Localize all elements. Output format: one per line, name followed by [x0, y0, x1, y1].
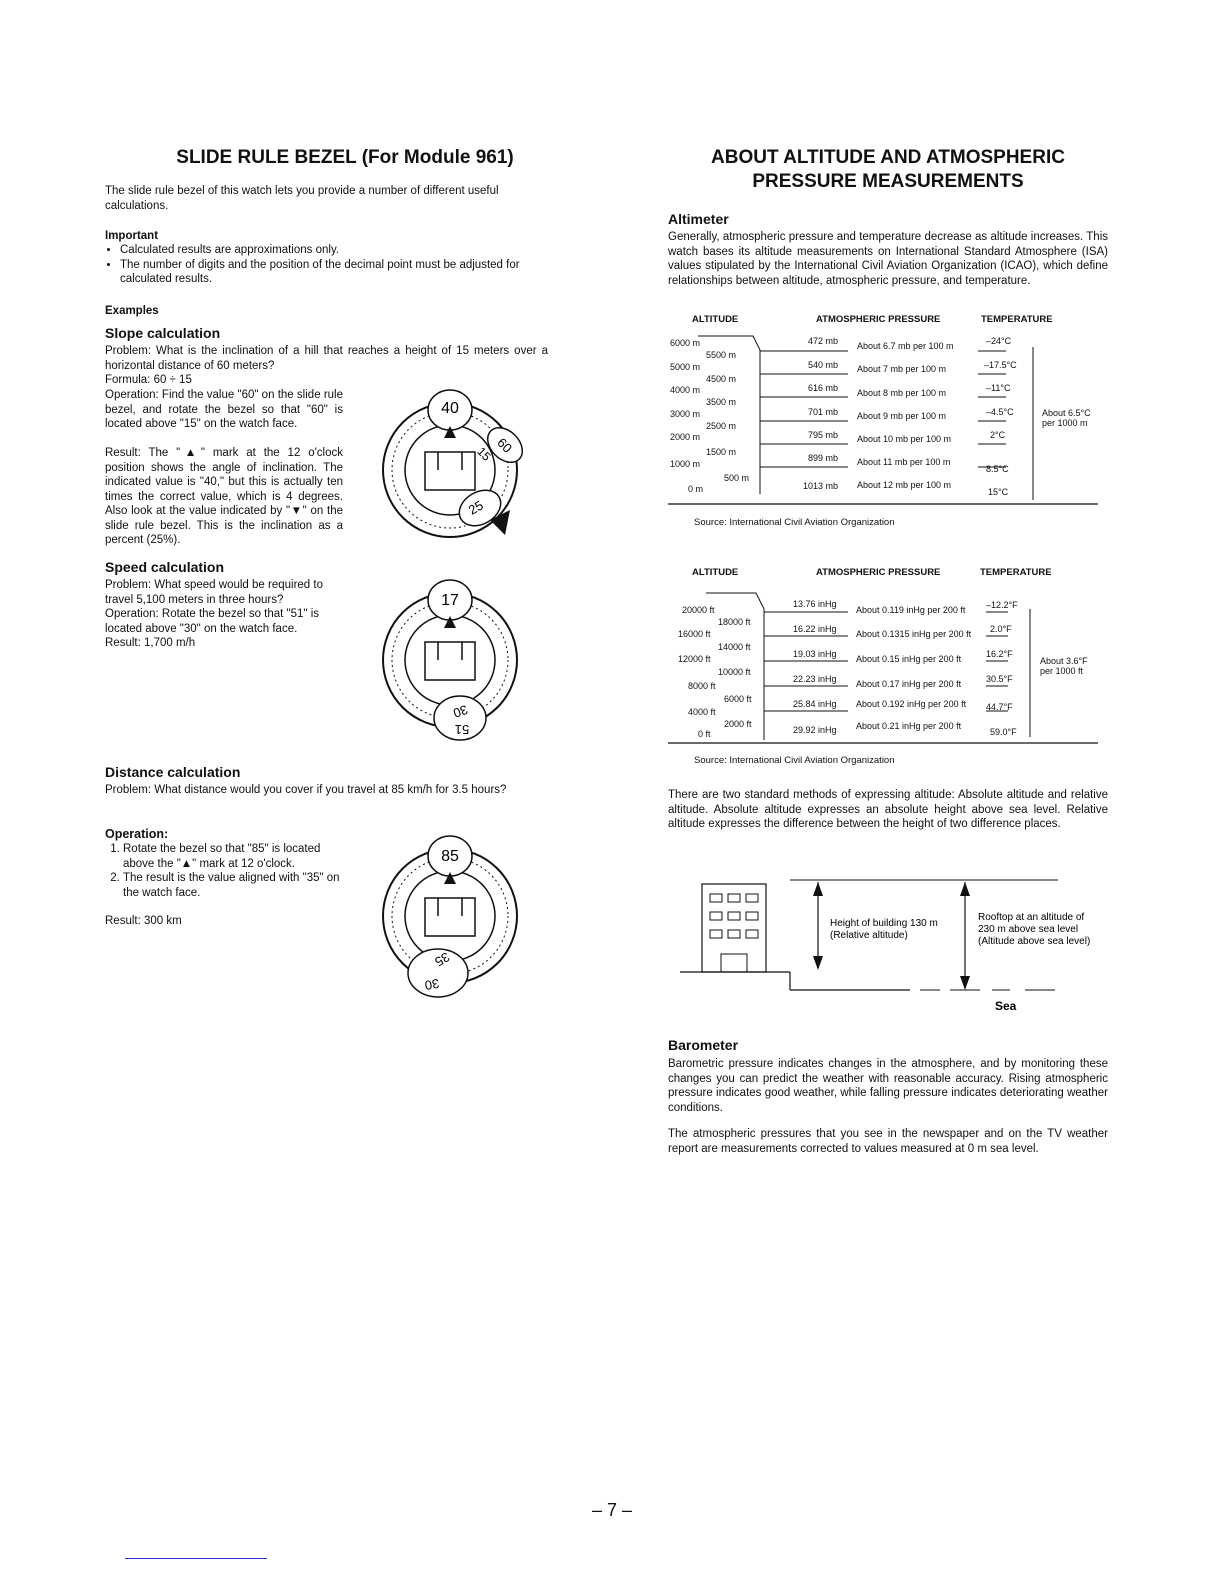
- dial-top-value: 17: [441, 592, 459, 609]
- footer-rule: [125, 1558, 267, 1559]
- alt-mid: 4500 m: [706, 374, 737, 384]
- alt-level: 2000 m: [670, 432, 701, 442]
- temp-value: –17.5°C: [984, 360, 1017, 370]
- barometer-text: Barometric pressure indicates changes in the atmosphere, and by monitoring these changes you can predict the weather with reasonable accuracy. Rising atmospheric pressure indicates good weather, while falling pressure indicates deteriorating weather conditions.: [668, 1058, 1108, 1114]
- rate-text: About 0.17 inHg per 200 ft: [856, 679, 962, 689]
- rate-text: About 9 mb per 100 m: [857, 411, 947, 421]
- pressure-value: 22.23 inHg: [793, 674, 837, 684]
- absolute-altitude-label: Rooftop at an altitude of: [978, 912, 1085, 923]
- relative-altitude-label: Height of building 130 m: [830, 918, 938, 929]
- alt-level: 3000 m: [670, 409, 701, 419]
- temp-value: –24°C: [986, 336, 1012, 346]
- pressure-value: 472 mb: [808, 336, 839, 346]
- col-header: ALTITUDE: [692, 314, 739, 325]
- slope-problem: Problem: What is the inclination of a hill that reaches a height of 15 meters over a horizontal distance of 60 meters?: [105, 345, 548, 372]
- alt-level: 5000 m: [670, 362, 701, 372]
- dial-value-a: 60: [494, 434, 516, 456]
- pressure-value: 701 mb: [808, 407, 839, 417]
- col-header: ATMOSPHERIC PRESSURE: [816, 314, 941, 325]
- temp-value: 8.5°C: [986, 464, 1009, 474]
- dial-top-value: 85: [441, 848, 459, 865]
- sea-label: Sea: [995, 999, 1017, 1013]
- col-header: TEMPERATURE: [981, 314, 1053, 325]
- distance-steps: [105, 842, 351, 900]
- alt-mid: 2000 ft: [724, 719, 752, 729]
- alt-level: 4000 ft: [688, 707, 716, 717]
- altitude-methods-text: There are two standard methods of expressing altitude: Absolute altitude and relative altitude. Absolute altitude expresses an absolute height above sea level. Relative altitude expresses the difference between the height of two difference places.: [668, 789, 1108, 830]
- rate-text: About 0.21 inHg per 200 ft: [856, 721, 962, 731]
- pressure-value: 540 mb: [808, 360, 839, 370]
- source-note: Source: International Civil Aviation Organization: [694, 517, 895, 528]
- alt-mid: 5500 m: [706, 350, 737, 360]
- altitude-diagram: [680, 870, 1100, 1020]
- distance-step: 2. The result is the value aligned with "35" on the watch face.: [123, 871, 351, 900]
- intro-text: The slide rule bezel of this watch lets you provide a number of different useful calculations.: [105, 185, 499, 212]
- rate-text: About 11 mb per 100 m: [857, 457, 951, 467]
- alt-mid: 2500 m: [706, 421, 737, 431]
- dial-value-b: 30: [423, 975, 441, 994]
- alt-mid: 3500 m: [706, 397, 737, 407]
- dial-value-b: 15: [474, 444, 494, 464]
- dial-value-c: 25: [465, 497, 486, 518]
- pressure-value: 1013 mb: [803, 481, 839, 491]
- relative-altitude-label: (Relative altitude): [830, 930, 908, 941]
- distance-heading: Distance calculation: [105, 764, 241, 780]
- altimeter-text: Generally, atmospheric pressure and temperature decrease as altitude increases. This watch bases its altitude measurements on International Standard Atmosphere (ISA) values stipulated by the International Civil Aviation Organization (ICAO), which define relationships between altitude, atmospheric pressure, and temperature.: [668, 231, 1108, 287]
- examples-heading: Examples: [105, 305, 159, 317]
- rate-text: About 6.7 mb per 100 m: [857, 341, 954, 351]
- rate-text: About 12 mb per 100 m: [857, 480, 952, 490]
- speed-heading: Speed calculation: [105, 559, 225, 575]
- col-header: TEMPERATURE: [980, 567, 1052, 578]
- speed-operation: Operation: Rotate the bezel so that "51" is located above "30" on the watch face.: [105, 608, 320, 635]
- arrow-down-icon: [813, 956, 823, 970]
- col-header: ATMOSPHERIC PRESSURE: [816, 567, 941, 578]
- lapse-rate: About 6.5°C: [1042, 408, 1091, 418]
- temp-value: 44.7°F: [986, 702, 1013, 712]
- pressure-value: 29.92 inHg: [793, 725, 837, 735]
- alt-mid: 14000 ft: [718, 642, 751, 652]
- rate-text: About 0.1315 inHg per 200 ft: [856, 629, 972, 639]
- alt-mid: 10000 ft: [718, 667, 751, 677]
- pressure-value: 616 mb: [808, 383, 839, 393]
- rate-text: About 10 mb per 100 m: [857, 434, 952, 444]
- alt-level: 12000 ft: [678, 654, 711, 664]
- absolute-altitude-label: (Altitude above sea level): [978, 936, 1091, 947]
- pressure-value: 19.03 inHg: [793, 649, 837, 659]
- altimeter-heading: Altimeter: [668, 211, 729, 227]
- temp-value: –4.5°C: [986, 407, 1014, 417]
- right-title: [668, 146, 1108, 194]
- dial-value-b: 51: [454, 722, 470, 737]
- alt-mid: 500 m: [724, 473, 750, 483]
- temp-value: 59.0°F: [990, 727, 1017, 737]
- right-title-line: PRESSURE MEASUREMENTS: [752, 171, 1024, 192]
- temp-value: 16.2°F: [986, 649, 1013, 659]
- pressure-value: 16.22 inHg: [793, 624, 837, 634]
- alt-level: 1000 m: [670, 459, 701, 469]
- speed-watch-illustration: [380, 570, 530, 750]
- dial-value-a: 30: [451, 701, 470, 721]
- important-list: [105, 243, 565, 287]
- alt-level: 20000 ft: [682, 605, 715, 615]
- barometer-note: The atmospheric pressures that you see in the newspaper and on the TV weather report are measurements corrected to values measured at 0 m sea level.: [668, 1128, 1108, 1155]
- barometer-heading: Barometer: [668, 1037, 739, 1053]
- source-note: Source: International Civil Aviation Organization: [694, 755, 895, 766]
- temp-value: 30.5°F: [986, 674, 1013, 684]
- distance-watch-illustration: [380, 828, 530, 1008]
- pressure-value: 795 mb: [808, 430, 839, 440]
- lapse-rate: per 1000 ft: [1040, 666, 1084, 676]
- temp-value: 2°C: [990, 430, 1006, 440]
- temp-value: –12.2°F: [986, 600, 1018, 610]
- pressure-value: 899 mb: [808, 453, 839, 463]
- alt-level: 16000 ft: [678, 629, 711, 639]
- metric-altitude-table: [668, 312, 1108, 537]
- slope-operation: Operation: Find the value "60" on the slide rule bezel, and rotate the bezel so that "60" is located above "15" on the watch face.: [105, 389, 343, 430]
- alt-level: 6000 m: [670, 338, 701, 348]
- imperial-altitude-table: [668, 565, 1108, 775]
- absolute-altitude-label: 230 m above sea level: [978, 924, 1079, 935]
- dial-value-a: 35: [432, 949, 453, 970]
- pressure-value: 25.84 inHg: [793, 699, 837, 709]
- dial-top-value: 40: [441, 400, 459, 417]
- operation-heading: Operation:: [105, 827, 169, 841]
- rate-text: About 0.192 inHg per 200 ft: [856, 699, 967, 709]
- lapse-rate: per 1000 m: [1042, 418, 1088, 428]
- alt-level: 0 m: [688, 484, 704, 494]
- rate-text: About 0.119 inHg per 200 ft: [856, 605, 966, 615]
- temp-value: –11°C: [986, 383, 1011, 393]
- slope-heading: Slope calculation: [105, 325, 221, 341]
- alt-level: 8000 ft: [688, 681, 716, 691]
- temp-value: 2.0°F: [990, 624, 1012, 634]
- slope-formula: Formula: 60 ÷ 15: [105, 374, 192, 386]
- arrow-up-icon: [813, 882, 823, 896]
- distance-problem: Problem: What distance would you cover if you travel at 85 km/h for 3.5 hours?: [105, 784, 507, 796]
- arrow-up-icon: [960, 882, 970, 896]
- slope-result: Result: The "▲" mark at the 12 o'clock position shows the angle of inclination. The indicated value is "40," but this is actually ten times the correct value, which is 4 degrees. Also look at the value indicated by "▼" on the slide rule bezel. This is the inclination as a percent (25%).: [105, 447, 343, 546]
- important-item: • The number of digits and the position of the decimal point must be adjusted for calculated results.: [120, 258, 565, 287]
- alt-level: 4000 m: [670, 385, 701, 395]
- temp-value: 15°C: [988, 487, 1009, 497]
- building-icon: [702, 884, 766, 972]
- alt-mid: 18000 ft: [718, 617, 751, 627]
- alt-mid: 1500 m: [706, 447, 737, 457]
- rate-text: About 8 mb per 100 m: [857, 388, 947, 398]
- page-number: – 7 –: [591, 1500, 633, 1520]
- distance-result: Result: 300 km: [105, 915, 182, 927]
- right-title-line: ABOUT ALTITUDE AND ATMOSPHERIC: [711, 147, 1065, 168]
- speed-problem: Problem: What speed would be required to travel 5,100 meters in three hours?: [105, 579, 323, 606]
- speed-result: Result: 1,700 m/h: [105, 637, 196, 649]
- col-header: ALTITUDE: [692, 567, 739, 578]
- rate-text: About 7 mb per 100 m: [857, 364, 947, 374]
- rate-text: About 0.15 inHg per 200 ft: [856, 654, 962, 664]
- pressure-value: 13.76 inHg: [793, 599, 837, 609]
- alt-level: 0 ft: [698, 729, 711, 739]
- alt-mid: 6000 ft: [724, 694, 752, 704]
- arrow-down-icon: [960, 976, 970, 990]
- lapse-rate: About 3.6°F: [1040, 656, 1088, 666]
- important-item: • Calculated results are approximations only.: [120, 243, 565, 258]
- left-title: SLIDE RULE BEZEL (For Module 961): [176, 147, 514, 168]
- slope-watch-illustration: [380, 380, 530, 550]
- distance-step: 1. Rotate the bezel so that "85" is located above the "▲" mark at 12 o'clock.: [123, 842, 351, 871]
- important-heading: Important: [105, 230, 159, 242]
